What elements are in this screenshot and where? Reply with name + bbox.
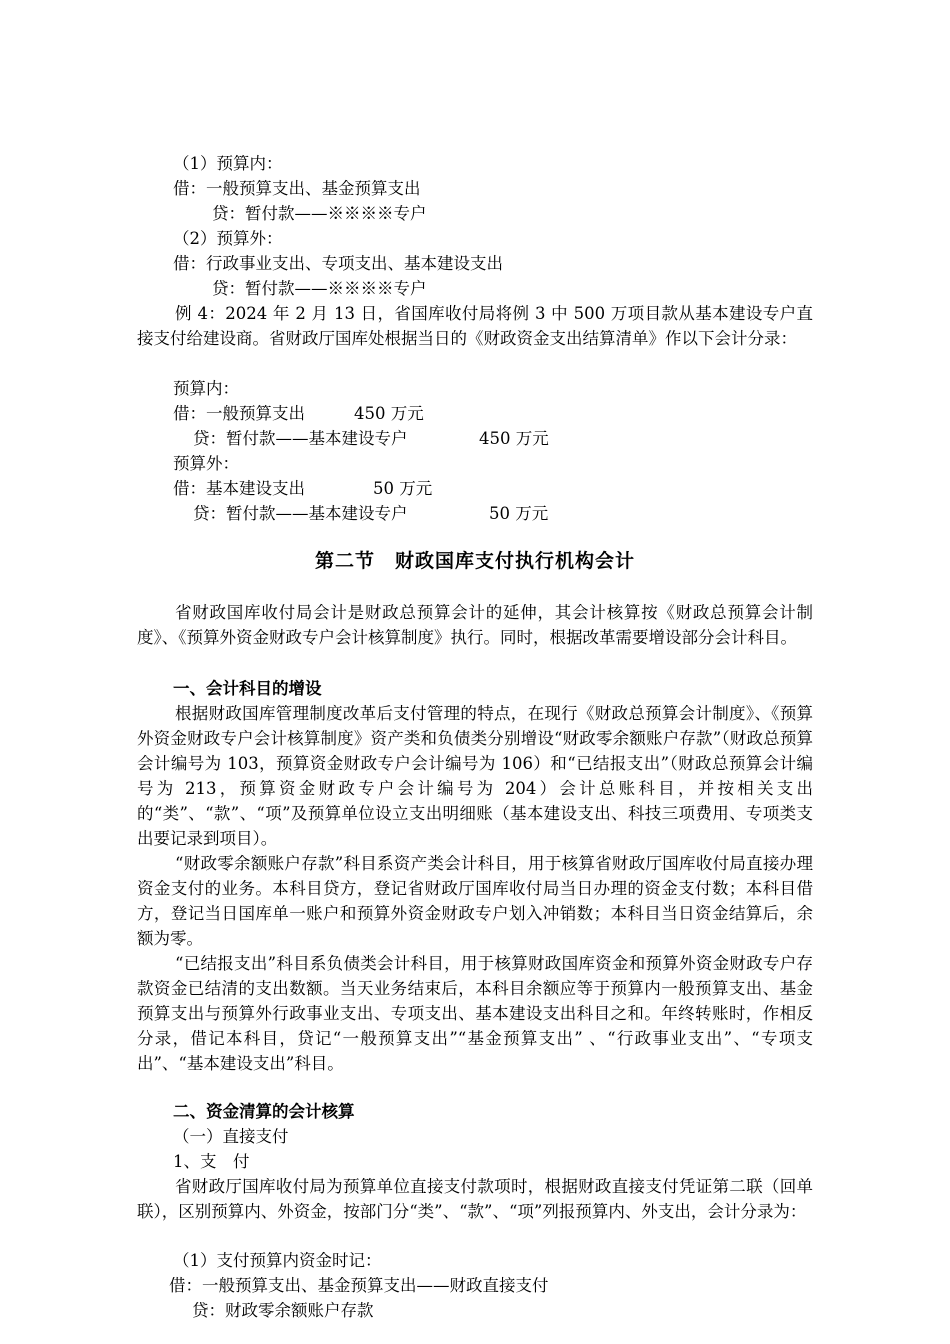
- entry-line: （2）预算外：: [173, 229, 283, 248]
- entry-line: （1）支付预算内资金时记：: [173, 1251, 382, 1270]
- entry-line: 贷：暂付款——基本建设专户: [193, 429, 408, 448]
- subheading-minor: 1、支 付: [173, 1152, 250, 1171]
- subheading: 二、资金清算的会计核算: [173, 1102, 355, 1121]
- entry-line: 贷：暂付款——※※※※专户: [212, 279, 427, 298]
- intro-paragraph: 省财政国库收付局会计是财政总预算会计的延伸，其会计核算按《财政总预算会计制度》、《预算外资金财政专户会计核算制度》执行。同时，根据改革需要增设部分会计科目。: [137, 603, 813, 647]
- subheading-minor: （一）直接支付: [173, 1127, 289, 1146]
- paragraph: “已结报支出”科目系负债类会计科目，用于核算财政国库资金和预算外资金财政专户存款资金已结清的支出数额。当天业务结束后，本科目余额应等于预算内一般预算支出、基金预算支出与预算外行政事业支出、专项支出、基本建设支出科目之和。年终转账时，作相反分录，借记本科目，贷记“一般预算支出”“基金预算支出” 、“行政事业支出”、“专项支出”、“基本建设支出”科目。: [137, 954, 813, 1073]
- entry-line: 贷：暂付款——※※※※专户: [212, 204, 427, 223]
- entry-line: 借：基本建设支出: [173, 479, 305, 498]
- entry-line: 借：行政事业支出、专项支出、基本建设支出: [173, 254, 503, 273]
- entry-line: 贷：暂付款——基本建设专户: [193, 504, 408, 523]
- entry-line: 预算内：: [173, 379, 239, 398]
- entry-line: 预算外：: [173, 454, 239, 473]
- paragraph: 省财政厅国库收付局为预算单位直接支付款项时，根据财政直接支付凭证第二联（回单联），区别预算内、外资金，按部门分“类”、“款”、“项”列报预算内、外支出，会计分录为：: [137, 1177, 813, 1221]
- paragraph: 根据财政国库管理制度改革后支付管理的特点，在现行《财政总预算会计制度》、《预算外资金财政专户会计核算制度》资产类和负债类分别增设“财政零余额账户存款”（财政总预算会计编号为 103，预算资金财政专户会计编号为 106）和“已结报支出”（财政总预算会计编号为 213，预算资金财政专户会计编号为 204）会计总账科目，并按相关支出的“类”、“款”、“项”及预算单位设立支出明细账（基本建设支出、科技三项费用、专项类支出要记录到项目）。: [137, 704, 813, 848]
- entry-line: 借：一般预算支出、基金预算支出: [173, 179, 421, 198]
- paragraph: “财政零余额账户存款”科目系资产类会计科目，用于核算省财政厅国库收付局直接办理资金支付的业务。本科目贷方，登记省财政厅国库收付局当日办理的资金支付数；本科目借方，登记当日国库单一账户和预算外资金财政专户划入冲销数；本科目当日资金结算后，余额为零。: [137, 854, 813, 948]
- entry-line: 借：一般预算支出、基金预算支出——财政直接支付: [169, 1276, 549, 1295]
- section-title: 第二节 财政国库支付执行机构会计: [314, 550, 635, 572]
- entry-line: 借：一般预算支出: [173, 404, 305, 423]
- entry-amount: 50 万元: [489, 504, 549, 523]
- example-4-paragraph: 例 4：2024 年 2 月 13 日，省国库收付局将例 3 中 500 万项目款从基本建设专户直接支付给建设商。省财政厅国库处根据当日的《财政资金支出结算清单》作以下会计分录：: [137, 304, 813, 348]
- entry-line: （1）预算内：: [173, 154, 283, 173]
- entry-amount: 450 万元: [354, 404, 424, 423]
- entry-line: 贷：财政零余额账户存款: [192, 1301, 374, 1320]
- entry-amount: 50 万元: [373, 479, 433, 498]
- entry-amount: 450 万元: [479, 429, 549, 448]
- subheading: 一、会计科目的增设: [173, 679, 322, 698]
